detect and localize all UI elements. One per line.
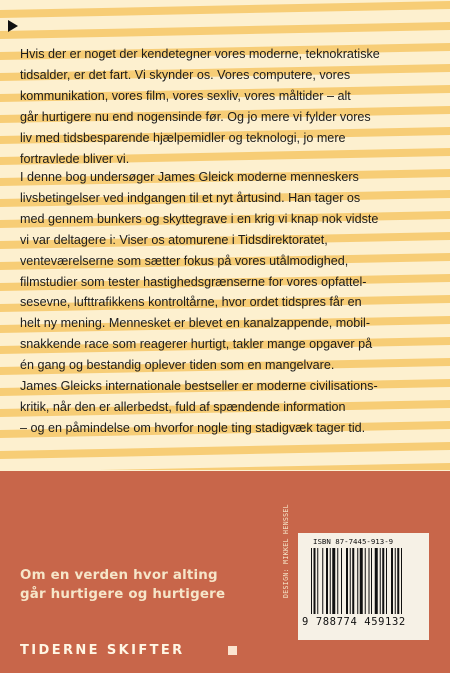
barcode-bar (314, 548, 316, 614)
stripe (0, 463, 450, 470)
body-paragraph (20, 167, 438, 439)
barcode-number: 9 788774 459132 (302, 616, 406, 628)
barcode-bar (395, 548, 396, 614)
barcode-bar (371, 548, 372, 614)
body-line: snakkende race som reagerer hurtigt, takler mange opgaver på (20, 337, 373, 352)
barcode-bar (391, 548, 393, 614)
barcode-icon (311, 548, 423, 614)
intro-line: tidsalder, er det fart. Vi skynder os. Vores computere, vores (20, 67, 351, 82)
barcode-bar (375, 548, 378, 614)
barcode-bar (397, 548, 399, 614)
intro-line: Hvis der er noget der kendetegner vores moderne, teknokratiske (20, 47, 380, 61)
series-title: TIDERNE SKIFTER (20, 643, 185, 658)
intro-line: fortravlede bliver vi. (20, 151, 130, 166)
body-line: James Gleicks internationale bestseller er moderne civilisations- (20, 379, 378, 394)
square-icon (228, 646, 237, 655)
barcode-bar (360, 548, 363, 614)
body-line: – og en påmindelse om hvorfor nogle ting stadigvæk tager tid. (20, 420, 366, 435)
barcode-bar (386, 548, 387, 614)
body-line: filmstudier som tester hastighedsgrænserne for vores opfattel- (20, 274, 367, 289)
tagline (20, 566, 225, 604)
body-line: sesevne, lufttrafikkens kontroltårne, hvor ordet tidspres får en (20, 295, 362, 310)
barcode-bar (357, 548, 358, 614)
stripe (0, 1, 450, 18)
barcode-bar (401, 548, 402, 614)
body-line: I denne bog undersøger James Gleick moderne menneskers (20, 170, 359, 184)
barcode-bar (330, 548, 331, 614)
barcode-bar (322, 548, 323, 614)
stripe (0, 22, 450, 39)
body-line: vi var deltagere i: Viser os atomurene i Tidsdirektoratet, (20, 232, 328, 247)
barcode-bar (346, 548, 348, 614)
barcode-bar (365, 548, 366, 614)
body-line: med gennem bunkers og skyttegrave i en krig vi knap nok vidste (20, 211, 379, 226)
barcode-bar (382, 548, 384, 614)
body-line: helt ny mening. Mennesket er blevet en kanalzappende, mobil- (20, 316, 371, 331)
barcode-bar (369, 548, 370, 614)
barcode-bar (380, 548, 381, 614)
barcode-bar (311, 548, 312, 614)
barcode-bar (350, 548, 351, 614)
intro-line: liv med tidsbesparende hjælpemidler og teknologi, jo mere (20, 130, 346, 145)
design-credit: DESIGN: MIKKEL HENSSEL (282, 504, 290, 598)
stripe (0, 442, 450, 459)
barcode-bar (317, 548, 318, 614)
body-line: livsbetingelser ved indgangen til et nyt årtusind. Han tager os (20, 190, 361, 205)
barcode-bar (352, 548, 354, 614)
tagline-line: Om en verden hvor alting (20, 568, 218, 583)
barcode-bar (326, 548, 328, 614)
intro-paragraph (20, 44, 438, 169)
intro-line: kommunikation, vores film, vores sexliv, vores måltider – alt (20, 88, 351, 103)
barcode-bar (332, 548, 335, 614)
play-triangle-icon (8, 20, 18, 32)
isbn-label: ISBN 87-7445-913-9 (313, 537, 394, 546)
body-line: kritik, når den er allerbedst, fuld af spændende information (20, 399, 346, 414)
barcode-bar (341, 548, 342, 614)
tagline-line: går hurtigere og hurtigere (20, 587, 226, 602)
body-line: én gang og bestandig oplever tiden som en mangelvare. (20, 358, 335, 373)
intro-line: går hurtigere nu end nogensinde før. Og jo mere vi fylder vores (20, 109, 371, 124)
body-line: venteværelserne som sætter fokus på vores utålmodighed, (20, 253, 349, 268)
barcode-bar (337, 548, 338, 614)
